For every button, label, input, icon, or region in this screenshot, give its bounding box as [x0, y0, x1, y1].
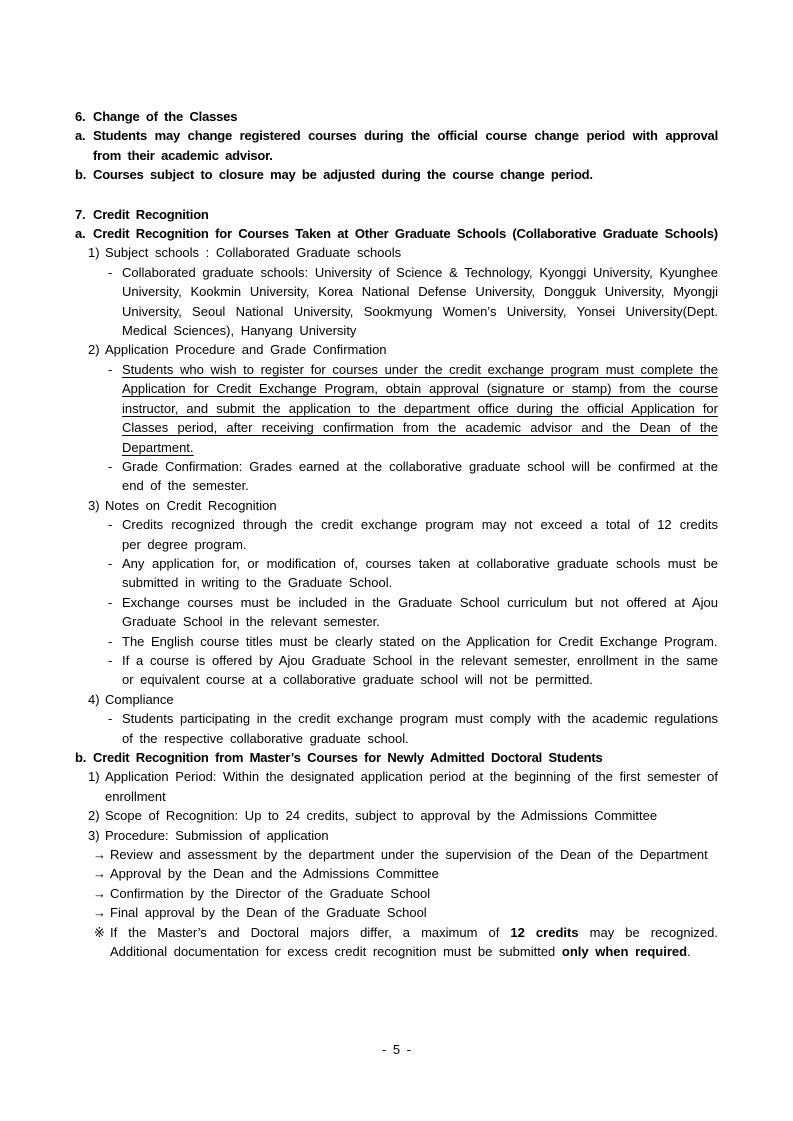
list-marker: 7.	[75, 206, 86, 222]
arrow-step	[93, 864, 718, 883]
paragraph-text: Application Procedure and Grade Confirmation	[105, 342, 387, 358]
paragraph-text: Credits recognized through the credit exchange program may not exceed a total of 12 credits per degree program.	[122, 517, 718, 552]
section-heading	[75, 205, 718, 224]
section-heading	[75, 165, 718, 184]
list-marker: 1)	[88, 769, 100, 785]
list-marker: ※	[94, 924, 105, 940]
list-marker: -	[108, 711, 113, 727]
dash-item	[108, 263, 718, 341]
section-heading	[75, 126, 718, 165]
dash-item	[108, 457, 718, 496]
section-heading	[75, 224, 718, 243]
list-marker: b.	[75, 750, 87, 765]
list-marker: -	[108, 264, 113, 280]
list-marker: -	[108, 458, 113, 474]
dash-item	[108, 709, 718, 748]
paragraph-text: Credit Recognition for Courses Taken at Other Graduate Schools (Collaborative Graduate Schools)	[93, 226, 718, 242]
list-marker: →	[93, 866, 106, 882]
list-marker: -	[108, 594, 113, 610]
list-marker: 2)	[88, 808, 100, 824]
list-marker: 3)	[88, 827, 100, 843]
numbered-item	[88, 340, 718, 359]
list-marker: 1)	[88, 245, 100, 261]
arrow-step	[93, 845, 718, 864]
list-marker: 2)	[88, 342, 100, 358]
document-body	[75, 107, 718, 961]
paragraph-text: Confirmation by the Director of the Graduate School	[110, 885, 431, 901]
paragraph-text: Subject schools : Collaborated Graduate schools	[105, 245, 402, 261]
section-heading	[75, 107, 718, 126]
list-marker: -	[108, 555, 113, 571]
dash-item	[108, 651, 718, 690]
numbered-item	[88, 806, 718, 825]
dash-item	[108, 554, 718, 593]
numbered-item	[88, 243, 718, 262]
dash-item	[108, 515, 718, 554]
list-marker: -	[108, 633, 113, 649]
page-number: - 5 -	[381, 1042, 412, 1057]
paragraph-text: Credit Recognition from Master’s Courses for Newly Admitted Doctoral Students	[93, 750, 603, 765]
list-marker: →	[93, 885, 106, 901]
list-marker: 3)	[88, 497, 100, 513]
numbered-item	[88, 690, 718, 709]
list-marker: a.	[75, 128, 86, 144]
paragraph-text: Change of the Classes	[93, 109, 238, 124]
numbered-item	[88, 826, 718, 845]
paragraph-text: Application Period: Within the designated application period at the beginning of the first semester of enrollment	[105, 769, 718, 804]
paragraph-text: Compliance	[105, 691, 174, 707]
paragraph-text: Any application for, or modification of, courses taken at collaborative graduate schools must be submitted in writing to the Graduate School.	[122, 555, 718, 591]
numbered-item	[88, 496, 718, 515]
arrow-step	[93, 903, 718, 922]
list-marker: 4)	[88, 691, 100, 707]
paragraph-text: Scope of Recognition: Up to 24 credits, subject to approval by the Admissions Committee	[105, 808, 658, 824]
paragraph-text: Notes on Credit Recognition	[105, 497, 277, 513]
list-marker: →	[93, 847, 106, 863]
list-marker: 6.	[75, 109, 86, 124]
list-marker: a.	[75, 226, 86, 242]
numbered-item	[88, 767, 718, 806]
paragraph-text: Students participating in the credit exchange program must comply with the academic regulations of the respective collaborative graduate school.	[122, 711, 718, 746]
note-item	[94, 923, 719, 962]
paragraph-text: Exchange courses must be included in the Graduate School curriculum but not offered at Ajou Graduate School in the relevant semester.	[122, 594, 718, 630]
paragraph-text: Students who wish to register for courses under the credit exchange program must complete the Application for Credit Exchange Program, obtain approval (signature or stamp) from the course instructor, and submit the application to the department office during the official Application for Classes period, after receiving confirmation from the academic advisor and the Dean of the Department.	[122, 361, 718, 455]
paragraph-text: If a course is offered by Ajou Graduate School in the relevant semester, enrollment in the same or equivalent course at a collaborative graduate school will not be permitted.	[122, 652, 718, 688]
paragraph-text: Procedure: Submission of application	[105, 827, 329, 843]
list-marker: -	[108, 652, 113, 668]
paragraph-text: Approval by the Dean and the Admissions Committee	[110, 866, 439, 882]
paragraph-text: Review and assessment by the department under the supervision of the Dean of the Department	[110, 847, 708, 863]
dash-item	[108, 593, 718, 632]
paragraph-text: The English course titles must be clearly stated on the Application for Credit Exchange Program.	[122, 633, 718, 649]
paragraph-text: Grade Confirmation: Grades earned at the collaborative graduate school will be confirmed at the end of the semester.	[122, 458, 718, 494]
list-marker: -	[108, 517, 113, 533]
section-heading	[75, 748, 718, 767]
paragraph-text: Credit Recognition	[93, 206, 209, 222]
paragraph-text: Final approval by the Dean of the Graduate School	[110, 905, 427, 921]
paragraph-text: Collaborated graduate schools: University of Science & Technology, Kyonggi University, Kyunghee University, Kookmin University, Korea National Defense University, Dongguk University, Myongji University, Seoul National University, Sookmyung Women’s University, Yonsei University(Dept. Medical Sciences), Hanyang University	[122, 264, 718, 339]
dash-item	[108, 360, 718, 457]
paragraph-text: Courses subject to closure may be adjusted during the course change period.	[93, 167, 593, 183]
list-marker: →	[93, 905, 106, 921]
list-marker: -	[108, 361, 113, 377]
paragraph-text: Students may change registered courses during the official course change period with approval from their academic advisor.	[93, 128, 718, 163]
arrow-step	[93, 884, 718, 903]
dash-item	[108, 632, 718, 651]
list-marker: b.	[75, 167, 87, 183]
paragraph-text: If the Master’s and Doctoral majors differ, a maximum of 12 credits may be recognized. Additional documentation for excess credit recognition must be submitted only when required.	[110, 924, 719, 960]
